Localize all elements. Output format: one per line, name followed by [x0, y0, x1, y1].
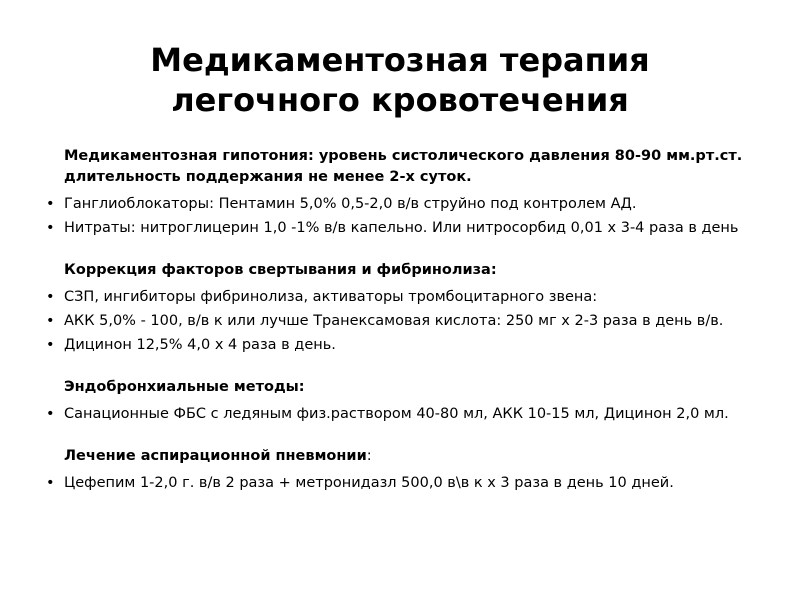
list-item-text: Нитраты: нитроглицерин 1,0 -1% в/в капельно. Или нитросорбид 0,01 х 3-4 раза в день — [64, 220, 739, 236]
bullet-icon: • — [46, 406, 55, 422]
bullet-icon: • — [46, 220, 55, 236]
slide-title — [0, 40, 800, 120]
section-heading: Коррекция факторов свертывания и фибринолиза: — [64, 262, 497, 278]
title-line-2: легочного кровотечения — [171, 81, 629, 119]
section-heading: Эндобронхиальные методы: — [64, 379, 305, 395]
list-item — [46, 404, 746, 425]
list-item-text: Дицинон 12,5% 4,0 х 4 раза в день. — [64, 337, 336, 353]
bullet-icon: • — [46, 337, 55, 353]
bullet-icon: • — [46, 313, 55, 329]
bullet-icon: • — [46, 289, 55, 305]
title-line-1: Медикаментозная терапия — [150, 41, 650, 79]
section-heading: Медикаментозная гипотония: уровень систолического давления 80-90 мм.рт.ст. длительность поддержания не менее 2-х суток. — [64, 148, 743, 185]
list-item-text: Цефепим 1-2,0 г. в/в 2 раза + метронидазл 500,0 в\в к х 3 раза в день 10 дней. — [64, 475, 674, 491]
list-item — [46, 218, 746, 239]
slide-content — [46, 146, 746, 494]
list-item — [46, 473, 746, 494]
section-heading: Лечение аспирационной пневмонии: — [64, 448, 372, 464]
bullet-icon: • — [46, 475, 55, 491]
list-item-text: Санационные ФБС с ледяным физ.раствором 40-80 мл, АКК 10-15 мл, Дицинон 2,0 мл. — [64, 406, 729, 422]
bullet-icon: • — [46, 196, 55, 212]
list-item — [46, 287, 746, 308]
list-item-text: СЗП, ингибиторы фибринолиза, активаторы тромбоцитарного звена: — [64, 289, 598, 305]
list-item — [46, 335, 746, 356]
list-item — [46, 194, 746, 215]
list-item-text: Ганглиоблокаторы: Пентамин 5,0% 0,5-2,0 в/в струйно под контролем АД. — [64, 196, 637, 212]
list-item — [46, 311, 746, 332]
list-item-text: АКК 5,0% - 100, в/в к или лучше Транексамовая кислота: 250 мг х 2-3 раза в день в/в. — [64, 313, 724, 329]
